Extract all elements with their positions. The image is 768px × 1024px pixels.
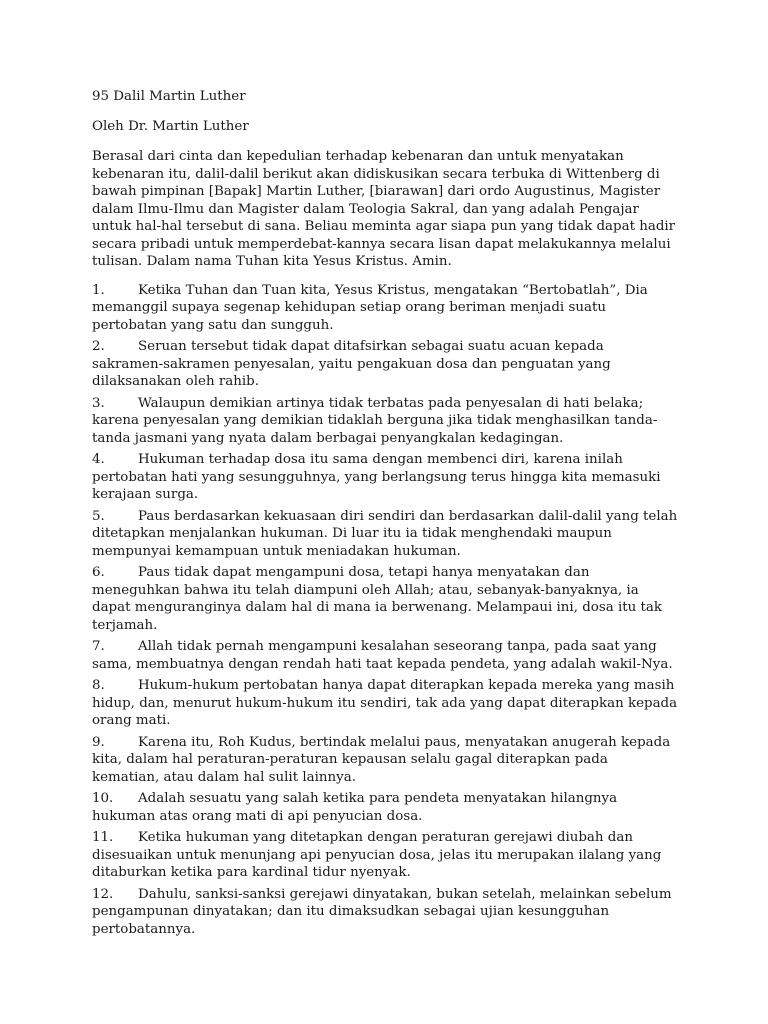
- item-number: 7.: [92, 639, 105, 654]
- list-item: [92, 395, 678, 448]
- item-number: 9.: [92, 734, 105, 750]
- list-item: [92, 508, 678, 561]
- document-author: Oleh Dr. Martin Luther: [92, 118, 249, 134]
- list-item: [92, 829, 678, 882]
- item-text: Paus berdasarkan kekuasaan diri sendiri dan berdasarkan dalil-dalil yang telah ditetapkan menjalankan hukuman. Di luar itu ia tidak menghendaki maupun mempunyai kemampuan untuk meniadakan hukuman.: [92, 508, 678, 559]
- item-text: Hukuman terhadap dosa itu sama dengan membenci diri, karena inilah pertobatan hati yang sesungguhnya, yang berlangsung terus hingga kita memasuki kerajaan surga.: [92, 452, 661, 502]
- list-item: [92, 338, 678, 391]
- item-number: 4.: [92, 452, 105, 467]
- list-item: [92, 886, 678, 939]
- list-item: [92, 282, 678, 335]
- document-title: 95 Dalil Martin Luther: [92, 89, 246, 104]
- list-item: [92, 638, 678, 673]
- item-number: 11.: [92, 830, 114, 845]
- item-text: Seruan tersebut tidak dapat ditafsirkan sebagai suatu acuan kepada sakramen-sakramen penyesalan, yaitu pengakuan dosa dan penguatan yang dilaksanakan oleh rahib.: [92, 339, 611, 389]
- list-item: [92, 451, 678, 504]
- list-item: [92, 564, 678, 634]
- item-number: 2.: [92, 339, 105, 354]
- item-number: 5.: [92, 508, 105, 524]
- item-text: Ketika Tuhan dan Tuan kita, Yesus Kristus, mengatakan “Bertobatlah”, Dia memanggil supaya segenap kehidupan setiap orang beriman menjadi suatu pertobatan yang satu dan sungguh.: [92, 282, 648, 333]
- intro-paragraph: Berasal dari cinta dan kepedulian terhadap kebenaran dan untuk menyatakan kebenaran itu, dalil-dalil berikut akan didiskusikan secara terbuka di Wittenberg di bawah pimpinan [Bapak] Martin Luther, [biarawan] dari ordo Augustinus, Magister dalam Ilmu-Ilmu dan Magister dalam Teologia Sakral, dan yang adalah Pengajar untuk hal-hal tersebut di sana. Beliau meminta agar siapa pun yang tidak dapat hadir secara pribadi untuk memperdebat-kannya secara lisan dapat melakukannya melalui tulisan. Dalam nama Tuhan kita Yesus Kristus. Amin.: [92, 149, 676, 269]
- item-text: Allah tidak pernah mengampuni kesalahan seseorang tanpa, pada saat yang sama, membuatnya dengan rendah hati taat kepada pendeta, yang adalah wakil-Nya.: [92, 639, 673, 672]
- item-number: 12.: [92, 886, 114, 902]
- item-number: 8.: [92, 678, 105, 693]
- item-text: Dahulu, sanksi-sanksi gerejawi dinyatakan, bukan setelah, melainkan sebelum pengampunan dinyatakan; dan itu dimaksudkan sebagai ujian kesungguhan pertobatannya.: [92, 886, 672, 937]
- list-item: [92, 790, 678, 825]
- item-number: 10.: [92, 791, 114, 806]
- document-page: [92, 88, 678, 942]
- item-text: Karena itu, Roh Kudus, bertindak melalui paus, menyatakan anugerah kepada kita, dalam hal peraturan-peraturan kepausan selalu gagal diterapkan pada kematian, atau dalam hal sulit lainnya.: [92, 734, 671, 785]
- item-number: 1.: [92, 282, 105, 298]
- list-item: [92, 734, 678, 787]
- list-item: [92, 677, 678, 730]
- item-number: 6.: [92, 565, 105, 580]
- item-number: 3.: [92, 395, 105, 411]
- item-text: Walaupun demikian artinya tidak terbatas pada penyesalan di hati belaka; karena penyesalan yang demikian tidaklah berguna jika tidak menghasilkan tanda-tanda jasmani yang nyata dalam berbagai penyangkalan kedagingan.: [92, 395, 658, 446]
- item-text: Ketika hukuman yang ditetapkan dengan peraturan gerejawi diubah dan disesuaikan untuk menunjang api penyucian dosa, jelas itu merupakan ilalang yang ditaburkan ketika para kardinal tidur nyenyak.: [92, 830, 662, 880]
- item-text: Hukum-hukum pertobatan hanya dapat diterapkan kepada mereka yang masih hidup, dan, menurut hukum-hukum itu sendiri, tak ada yang dapat diterapkan kepada orang mati.: [92, 678, 678, 728]
- item-text: Adalah sesuatu yang salah ketika para pendeta menyatakan hilangnya hukuman atas orang mati di api penyucian dosa.: [92, 791, 618, 824]
- item-text: Paus tidak dapat mengampuni dosa, tetapi hanya menyatakan dan meneguhkan bahwa itu telah diampuni oleh Allah; atau, sebanyak-banyaknya, ia dapat menguranginya dalam hal di mana ia berwenang. Melampaui ini, dosa itu tak terjamah.: [92, 565, 662, 633]
